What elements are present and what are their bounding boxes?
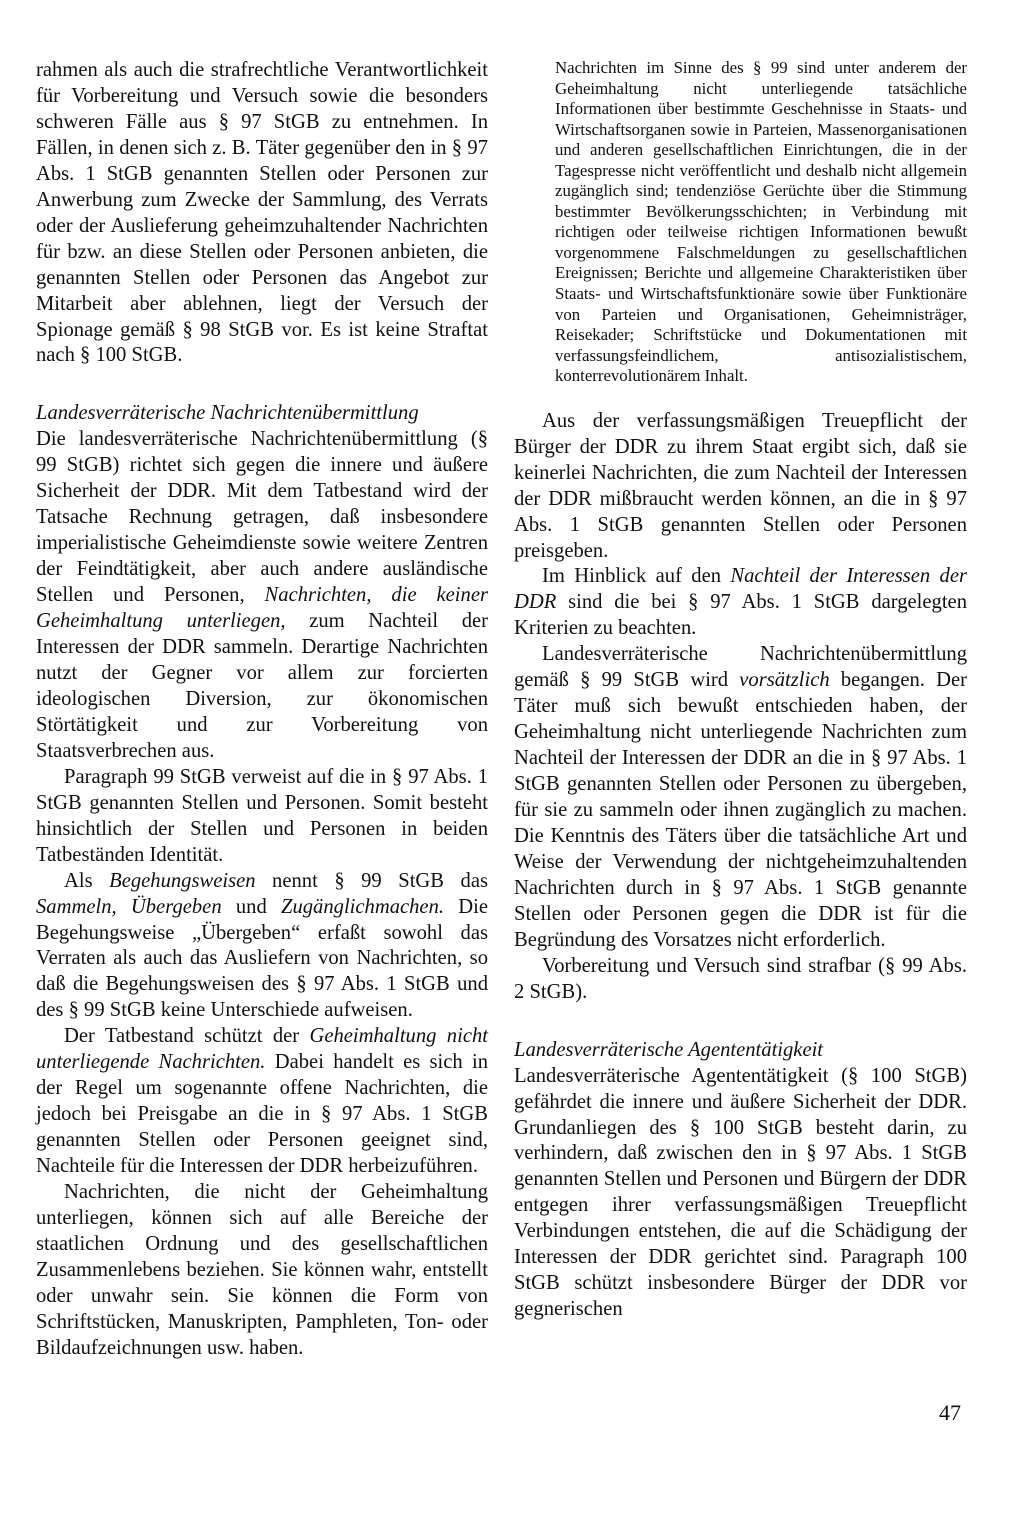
emphasis: Zugänglichmachen. (281, 895, 445, 918)
paragraph (36, 427, 488, 764)
left-column (36, 58, 488, 1362)
text-run: Landesverräterische Nachrichtenübermittlung gemäß § 99 StGB wird (514, 643, 967, 692)
text-run: Der Tatbestand schützt der (64, 1025, 310, 1048)
paragraph: Vorbereitung und Versuch sind strafbar (§ 99 Abs. 2 StGB). (514, 954, 967, 1003)
emphasis: Geheimhaltung nicht unterliegende Nachrichten. (36, 1025, 488, 1074)
text-run: Als (64, 869, 110, 892)
small-print-paragraph: Nachrichten im Sinne des § 99 sind unter anderem der Geheimhaltung nicht unterliegende tatsächliche Informationen über bestimmte Geschehnisse in Staats- und Wirtschaftsorganen sowie in Parteien, Massenorganisationen und anderen gesellschaftlichen Einrichtungen, die in der Tagespresse nicht veröffentlicht und deshalb nicht allgemein zugänglich sind; tendenziöse Gerüchte über die Stimmung bestimmter Bevölkerungsschichten; in Verbindung mit richtigen oder teilweise richtigen Informationen bewußt vorgenommene Falschmeldungen zu gesellschaftlichen Ereignissen; Berichte und allgemeine Charakteristiken über Staats- und Wirtschaftsfunktionäre sowie über Funktionäre von Parteien und Organisationen, Geheimnisträger, Reisekader; Schriftstücke und Dokumentationen mit verfassungsfeindlichem, antisozialistischem, konterrevolutionärem Inhalt. (555, 58, 967, 386)
paragraph: Nachrichten, die nicht der Geheimhaltung unterliegen, können sich auf alle Bereiche der staatlichen Ordnung und des gesellschaftlichen Zusammenlebens beziehen. Sie können wahr, entstellt oder unwahr sein. Sie können die Form von Schriftstücken, Manuskripten, Pamphleten, Ton- oder Bildaufzeichnungen usw. haben. (36, 1181, 488, 1359)
text-run: begangen. Der Täter muß sich bewußt entschieden haben, der Geheimhaltung nicht unterliegende Nachrichten zum Nachteil der Interessen der DDR an die in § 97 Abs. 1 StGB genannten Stellen oder Personen zu übergeben, für sie zu sammeln oder ihnen zugänglich zu machen. Die Kenntnis des Täters über die tatsächliche Art und Weise der Verwendung der nichtgeheimzuhaltenden Nachrichten durch in § 97 Abs. 1 StGB genannte Stellen oder Personen gegen die DDR ist für die Begründung des Vorsatzes nicht erforderlich. (514, 669, 967, 951)
paragraph (36, 869, 488, 1025)
emphasis: Sammeln, Übergeben (36, 895, 222, 918)
text-run: Die landesverräterische Nachrichtenübermittlung (§ 99 StGB) richtet sich gegen die innere und äußere Sicherheit der DDR. Mit dem Tatbestand wird der Tatsache Rechnung getragen, daß insbesondere imperialistische Geheimdienste sowie weitere Zentren der Feindtätigkeit, aber auch andere ausländische Stellen und Personen, (36, 428, 488, 607)
section-heading: Landesverräterische Agententätigkeit (514, 1038, 824, 1061)
text-run: zum Nachteil der Interessen der DDR sammeln. Derartige Nachrichten nutzt der Gegner vor allem zur forcierten ideologischen Diversion, zur ökonomischen Störtätigkeit und zur Vorbereitung von Staatsverbrechen aus. (36, 610, 489, 762)
right-column (514, 58, 967, 1323)
text-run: Dabei handelt es sich in der Regel um sogenannte offene Nachrichten, die jedoch bei Preisgabe an die in § 97 Abs. 1 StGB genannten Stellen oder Personen geeignet sind, Nachteile für die Interessen der DDR herbeizuführen. (36, 1051, 488, 1178)
paragraph (514, 642, 967, 953)
emphasis: Begehungsweisen (109, 869, 256, 892)
emphasis: Nachrichten, die keiner Geheimhaltung unterliegen, (36, 584, 488, 633)
paragraph: Aus der verfassungsmäßigen Treuepflicht der Bürger der DDR zu ihrem Staat ergibt sich, daß sie keinerlei Nachrichten, die zum Nachteil der Interessen der DDR mißbraucht werden können, an die in § 97 Abs. 1 StGB genannten Stellen oder Personen preisgeben. (514, 409, 967, 562)
section-heading: Landesverräterische Nachrichtenübermittlung (36, 402, 419, 425)
emphasis: Nachteil der Interessen der DDR (514, 565, 967, 614)
paragraph: rahmen als auch die strafrechtliche Verantwortlichkeit für Vorbereitung und Versuch sowie die besonders schweren Fälle aus § 97 StGB zu entnehmen. In Fällen, in denen sich z. B. Täter gegenüber den in § 97 Abs. 1 StGB genannten Stellen oder Personen zur Anwerbung zum Zwecke der Sammlung, des Verrats oder der Auslieferung geheimzuhaltender Nachrichten für bzw. an diese Stellen oder Personen anbieten, die genannten Stellen oder Personen das Angebot zur Mitarbeit aber ablehnen, liegt der Versuch der Spionage gemäß § 98 StGB vor. Es ist keine Straftat nach § 100 StGB. (36, 59, 488, 367)
paragraph (36, 1024, 488, 1180)
page-number: 47 (939, 1400, 961, 1425)
text-run: nennt § 99 StGB das (255, 869, 488, 892)
emphasis: vorsätzlich (739, 669, 830, 692)
paragraph: Paragraph 99 StGB verweist auf die in § 97 Abs. 1 StGB genannten Stellen und Personen. Somit besteht hinsichtlich der Stellen und Personen in beiden Tatbeständen Identität. (36, 765, 488, 866)
paragraph (514, 564, 967, 642)
text-run: Die Begehungsweise „Übergeben“ erfaßt sowohl das Verraten als auch das Ausliefern von Nachrichten, so daß die Begehungsweisen des § 97 Abs. 1 StGB und des § 99 StGB keine Unterschiede aufweisen. (36, 895, 488, 1022)
paragraph: Landesverräterische Agententätigkeit (§ 100 StGB) gefährdet die innere und äußere Sicherheit der DDR. Grundanliegen des § 100 StGB besteht darin, zu verhindern, daß zwischen den in § 97 Abs. 1 StGB genannten Stellen und Personen und Bürgern der DDR entgegen ihrer verfassungsmäßigen Treuepflicht Verbindungen entstehen, die auf die Schädigung der Interessen der DDR gerichtet sind. Paragraph 100 StGB schützt insbesondere Bürger der DDR vor gegnerischen (514, 1064, 967, 1321)
text-run: Im Hinblick auf den (542, 565, 731, 588)
text-run: und (221, 895, 281, 918)
text-run: sind die bei § 97 Abs. 1 StGB dargelegten Kriterien zu beachten. (514, 591, 967, 640)
